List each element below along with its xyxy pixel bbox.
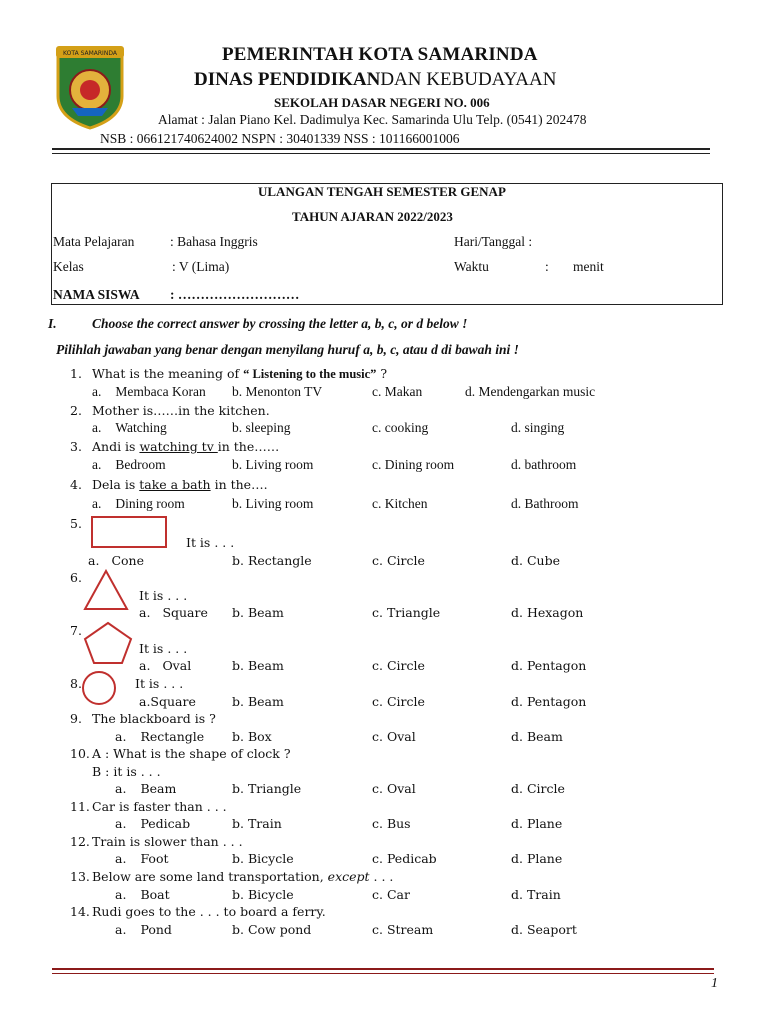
- header-dept-rest: DAN KEBUDAYAAN: [380, 69, 557, 90]
- student-name-field[interactable]: : ………………………: [170, 287, 300, 302]
- q7-option-a-letter: a.: [139, 658, 151, 673]
- q12-option-c[interactable]: c. Pedicab: [372, 851, 437, 866]
- q14-option-c[interactable]: c. Stream: [372, 922, 434, 937]
- q12-text: Train is slower than . . .: [92, 834, 243, 849]
- triangle-shape-icon: [82, 568, 130, 612]
- q12-option-a-text: Foot: [140, 851, 169, 866]
- q2-option-a-letter: a.: [92, 420, 102, 435]
- q10-option-c[interactable]: c. Oval: [372, 781, 416, 796]
- logo-text: KOTA SAMARINDA: [63, 50, 117, 57]
- q4-text: [92, 477, 268, 492]
- q3-text-underlined: watching tv: [139, 439, 218, 454]
- q8-option-c[interactable]: c. Circle: [372, 694, 425, 709]
- q13-option-d[interactable]: d. Train: [511, 887, 561, 902]
- circle-shape-icon: [80, 670, 118, 706]
- q2-number: 2.: [70, 403, 82, 418]
- class-value: : V (Lima): [172, 259, 230, 274]
- q2-option-a[interactable]: [92, 420, 167, 436]
- q7-text: It is . . .: [139, 641, 188, 656]
- q9-option-d[interactable]: d. Beam: [511, 729, 563, 744]
- q10-text-b: B : it is . . .: [92, 764, 161, 779]
- footer-divider-bottom: [52, 973, 714, 974]
- header-school: SEKOLAH DASAR NEGERI NO. 006: [274, 95, 490, 110]
- q1-text-pre: What is the meaning of: [92, 366, 244, 381]
- q14-option-a[interactable]: [115, 922, 172, 937]
- q8-option-b[interactable]: b. Beam: [232, 694, 284, 709]
- day-label: Hari/Tanggal :: [454, 234, 533, 249]
- q8-option-a[interactable]: a.Square: [139, 694, 196, 709]
- q1-option-b[interactable]: b. Menonton TV: [232, 384, 323, 399]
- time-label: Waktu: [454, 259, 489, 274]
- q3-option-c[interactable]: c. Dining room: [372, 457, 455, 472]
- instruction-indonesian: Pilihlah jawaban yang benar dengan menyilang huruf a, b, c, atau d di bawah ini !: [56, 342, 519, 357]
- q1-option-a-letter: a.: [92, 384, 102, 399]
- q1-option-a-text: Membaca Koran: [115, 384, 206, 399]
- q3-option-d[interactable]: d. bathroom: [511, 457, 577, 472]
- q6-option-d[interactable]: d. Hexagon: [511, 605, 584, 620]
- q13-text-pre: Below are some land transportation,: [92, 869, 328, 884]
- page-number: 1: [711, 976, 718, 991]
- q11-option-a[interactable]: [115, 816, 190, 831]
- q9-option-a-letter: a.: [115, 729, 127, 744]
- q13-option-a[interactable]: [115, 887, 170, 902]
- q3-text-post: in the……: [217, 439, 280, 454]
- q11-number: 11.: [70, 799, 90, 814]
- q8-number: 8.: [70, 676, 82, 691]
- q10-text: A : What is the shape of clock ?: [92, 746, 291, 761]
- q14-text: Rudi goes to the . . . to board a ferry.: [92, 904, 326, 919]
- q9-option-a-text: Rectangle: [140, 729, 205, 744]
- q4-option-a-text: Dining room: [115, 496, 185, 511]
- q1-option-a[interactable]: [92, 384, 206, 400]
- header-dept-bold: DINAS PENDIDIKAN: [194, 69, 381, 90]
- q3-text-pre: Andi is: [92, 439, 140, 454]
- exam-year: TAHUN AJARAN 2022/2023: [292, 209, 453, 224]
- q6-option-c[interactable]: c. Triangle: [372, 605, 441, 620]
- q11-option-c[interactable]: c. Bus: [372, 816, 411, 831]
- q5-option-a[interactable]: [88, 553, 144, 568]
- q7-option-a[interactable]: [139, 658, 191, 673]
- q10-option-d[interactable]: d. Circle: [511, 781, 565, 796]
- q3-option-a-letter: a.: [92, 457, 102, 472]
- q5-option-b[interactable]: b. Rectangle: [232, 553, 312, 568]
- q10-option-a-text: Beam: [140, 781, 177, 796]
- instruction-english: Choose the correct answer by crossing the letter a, b, c, or d below !: [92, 316, 468, 331]
- q4-text-post: in the….: [210, 477, 268, 492]
- header-dept: [194, 69, 556, 91]
- q11-option-a-text: Pedicab: [140, 816, 191, 831]
- q6-option-a[interactable]: [139, 605, 208, 620]
- q3-option-a[interactable]: [92, 457, 166, 473]
- q7-option-d[interactable]: d. Pentagon: [511, 658, 587, 673]
- q6-number: 6.: [70, 570, 82, 585]
- q2-option-c[interactable]: c. cooking: [372, 420, 429, 435]
- student-name-label: NAMA SISWA: [53, 287, 140, 302]
- q4-text-underlined: take a bath: [139, 477, 211, 492]
- q5-option-c[interactable]: c. Circle: [372, 553, 425, 568]
- q2-option-d[interactable]: d. singing: [511, 420, 565, 435]
- q12-option-b[interactable]: b. Bicycle: [232, 851, 294, 866]
- q13-text-italic: except: [327, 869, 370, 884]
- q4-option-a-letter: a.: [92, 496, 102, 511]
- q13-option-a-letter: a.: [115, 887, 127, 902]
- subject-value: : Bahasa Inggris: [170, 234, 258, 249]
- q4-option-b[interactable]: b. Living room: [232, 496, 314, 511]
- q3-option-b[interactable]: b. Living room: [232, 457, 314, 472]
- header-divider-bottom: [52, 153, 710, 154]
- section-number: I.: [48, 316, 57, 331]
- q10-option-b[interactable]: b. Triangle: [232, 781, 302, 796]
- q4-option-a[interactable]: [92, 496, 185, 512]
- header-gov: PEMERINTAH KOTA SAMARINDA: [222, 44, 538, 65]
- q11-option-d[interactable]: d. Plane: [511, 816, 563, 831]
- q6-text: It is . . .: [139, 588, 188, 603]
- rectangle-shape-icon: [91, 516, 167, 548]
- time-colon: :: [545, 259, 549, 274]
- q13-option-c[interactable]: c. Car: [372, 887, 410, 902]
- q11-text: Car is faster than . . .: [92, 799, 227, 814]
- q4-text-pre: Dela is: [92, 477, 140, 492]
- header-address: Alamat : Jalan Piano Kel. Dadimulya Kec. Samarinda Ulu Telp. (0541) 202478: [158, 112, 587, 127]
- subject-label: Mata Pelajaran: [53, 234, 135, 249]
- footer-divider-top: [52, 968, 714, 970]
- q5-option-a-letter: a.: [88, 553, 100, 568]
- q10-option-a-letter: a.: [115, 781, 127, 796]
- pentagon-shape-icon: [82, 620, 134, 666]
- q14-option-b[interactable]: b. Cow pond: [232, 922, 312, 937]
- q11-option-a-letter: a.: [115, 816, 127, 831]
- header-ids: NSB : 066121740624002 NSPN : 30401339 NSS : 101166001006: [100, 131, 460, 146]
- q1-option-d[interactable]: d. Mendengarkan music: [465, 384, 596, 399]
- q12-option-a-letter: a.: [115, 851, 127, 866]
- q6-option-b[interactable]: b. Beam: [232, 605, 284, 620]
- header-divider-top: [52, 148, 710, 150]
- q8-text: It is . . .: [135, 676, 184, 691]
- q9-text: The blackboard is ?: [92, 711, 216, 726]
- q13-text-post: . . .: [369, 869, 394, 884]
- q5-number: 5.: [70, 516, 82, 531]
- q4-option-d[interactable]: d. Bathroom: [511, 496, 579, 511]
- school-logo: [52, 44, 128, 130]
- q6-option-a-text: Square: [162, 605, 208, 620]
- exam-title: ULANGAN TENGAH SEMESTER GENAP: [258, 184, 506, 199]
- q1-number: 1.: [70, 366, 82, 381]
- q14-option-d[interactable]: d. Seaport: [511, 922, 577, 937]
- q2-option-b[interactable]: b. sleeping: [232, 420, 291, 435]
- exam-info-box: [51, 183, 723, 305]
- q8-option-d[interactable]: d. Pentagon: [511, 694, 587, 709]
- q4-option-c[interactable]: c. Kitchen: [372, 496, 428, 511]
- q2-text: Mother is……in the kitchen.: [92, 403, 270, 418]
- q9-option-c[interactable]: c. Oval: [372, 729, 416, 744]
- q9-number: 9.: [70, 711, 82, 726]
- q13-option-b[interactable]: b. Bicycle: [232, 887, 294, 902]
- q7-option-a-text: Oval: [162, 658, 192, 673]
- q7-number: 7.: [70, 623, 82, 638]
- class-label: Kelas: [53, 259, 84, 274]
- q1-option-c[interactable]: c. Makan: [372, 384, 423, 399]
- q14-option-a-letter: a.: [115, 922, 127, 937]
- q13-text: [92, 869, 393, 884]
- q10-number: 10.: [70, 746, 90, 761]
- q1-text: [92, 366, 387, 382]
- q11-option-b[interactable]: b. Train: [232, 816, 282, 831]
- q14-option-a-text: Pond: [140, 922, 172, 937]
- q3-text: [92, 439, 279, 454]
- q3-option-a-text: Bedroom: [115, 457, 166, 472]
- q7-option-c[interactable]: c. Circle: [372, 658, 425, 673]
- time-unit: menit: [573, 259, 604, 274]
- q12-option-a[interactable]: [115, 851, 169, 866]
- q7-option-b[interactable]: b. Beam: [232, 658, 284, 673]
- q1-text-bold: “ Listening to the music”: [243, 367, 377, 381]
- q5-option-a-text: Cone: [111, 553, 144, 568]
- q6-option-a-letter: a.: [139, 605, 151, 620]
- q13-option-a-text: Boat: [140, 887, 170, 902]
- q13-number: 13.: [70, 869, 90, 884]
- q3-number: 3.: [70, 439, 82, 454]
- q12-option-d[interactable]: d. Plane: [511, 851, 563, 866]
- q9-option-a[interactable]: [115, 729, 204, 744]
- q14-number: 14.: [70, 904, 90, 919]
- q10-option-a[interactable]: [115, 781, 176, 796]
- q4-number: 4.: [70, 477, 82, 492]
- q2-option-a-text: Watching: [115, 420, 167, 435]
- q5-text: It is . . .: [186, 535, 235, 550]
- q12-number: 12.: [70, 834, 90, 849]
- q9-option-b[interactable]: b. Box: [232, 729, 272, 744]
- q1-text-post: ?: [376, 366, 388, 381]
- q5-option-d[interactable]: d. Cube: [511, 553, 560, 568]
